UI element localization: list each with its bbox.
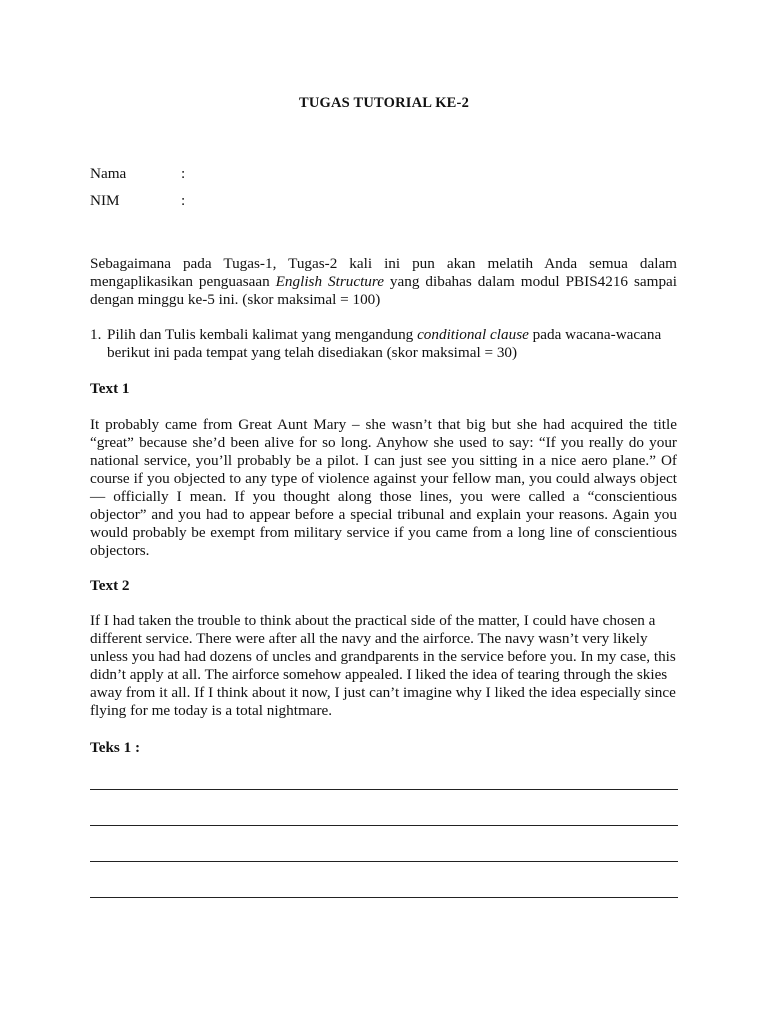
- intro-italic: English Structure: [275, 273, 384, 290]
- question-text-1: Pilih dan Tulis kembali kalimat yang mengandung: [107, 326, 418, 343]
- page-title: TUGAS TUTORIAL KE-2: [298, 95, 470, 111]
- name-label: Nama: [90, 165, 127, 182]
- question-number: 1.: [90, 326, 102, 343]
- answer-line-4[interactable]: [90, 897, 678, 898]
- text1-body: It probably came from Great Aunt Mary – she wasn’t that big but she had acquired the title “great” because she’d been alive for so long. Anyhow she used to say: “If you really do your national service, you’ll probably be a pilot. I can just see you sitting in a nice aero plane.” Of course if you objected to any type of violence against your fellow man, you could always object — officially I mean. If you thought along those lines, you were called a “conscientious objector” and you had to appear before a special tribunal and explain your reasons. Again you would probably be exempt from military service if you came from a long line of conscientious objectors.: [90, 416, 677, 559]
- question-text: [107, 326, 680, 362]
- text1-heading: Text 1: [90, 380, 130, 397]
- nim-label: NIM: [90, 192, 120, 209]
- question-1: [90, 326, 680, 362]
- name-separator: :: [181, 165, 186, 182]
- nim-field: [90, 192, 185, 210]
- nim-separator: :: [181, 192, 186, 209]
- intro-text-2: yang dibahas dalam modul PBIS4216 sampai dengan minggu ke-5 ini. (skor maksimal = 100): [90, 273, 677, 308]
- text2-heading: Text 2: [90, 577, 130, 594]
- question-italic: conditional clause: [417, 326, 529, 343]
- name-field: [90, 165, 185, 183]
- answer-heading: Teks 1 :: [90, 739, 141, 756]
- intro-paragraph: [90, 255, 677, 309]
- answer-line-3[interactable]: [90, 861, 678, 862]
- answer-line-2[interactable]: [90, 825, 678, 826]
- answer-line-1[interactable]: [90, 789, 678, 790]
- intro-text-1: Sebagaimana pada Tugas-1, Tugas-2 kali ini pun akan melatih Anda semua dalam mengaplikasikan penguasaan: [90, 255, 677, 290]
- question-text-2: pada wacana-wacana berikut ini pada tempat yang telah disediakan (skor maksimal = 30): [107, 326, 662, 361]
- text2-body: If I had taken the trouble to think about the practical side of the matter, I could have chosen a different service. There were after all the navy and the airforce. The navy wasn’t very likely unless you had had dozens of uncles and grandparents in the service before you. In my case, this didn’t apply at all. The airforce somehow appealed. I liked the idea of tearing through the skies away from it all. If I think about it now, I just can’t imagine why I liked the idea especially since flying for me today is a total nightmare.: [90, 612, 676, 719]
